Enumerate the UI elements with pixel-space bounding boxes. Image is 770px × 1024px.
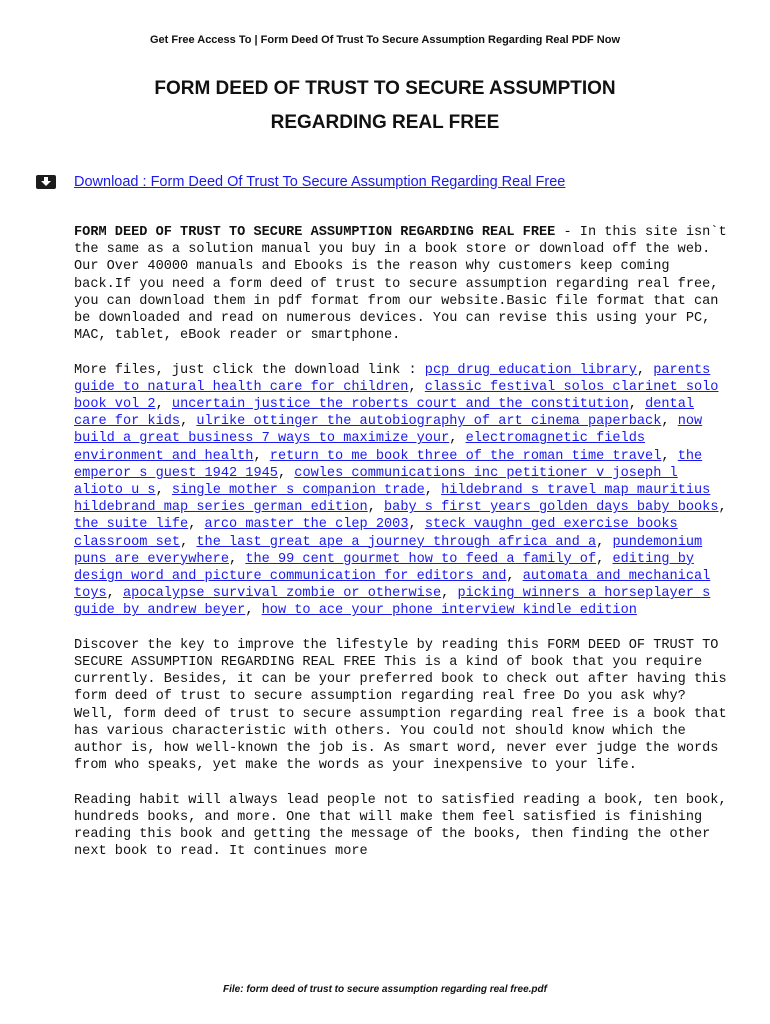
more-files-paragraph — [74, 362, 734, 620]
related-link[interactable]: single mother s companion trade — [171, 483, 425, 499]
more-files-prefix: More files, just click the download link : — [74, 362, 425, 378]
related-link[interactable]: pcp drug education library — [424, 362, 637, 378]
related-link[interactable]: ulrike ottinger the autobiography of art cinema paperback — [196, 414, 662, 430]
related-link[interactable]: dental care for kids — [74, 397, 695, 430]
document-title — [60, 72, 710, 140]
download-row — [36, 170, 736, 194]
related-link[interactable]: the emperor s guest 1942 1945 — [74, 448, 703, 481]
page-footer: File: form deed of trust to secure assumption regarding real free.pdf — [223, 984, 547, 995]
related-link[interactable]: arco master the clep 2003 — [204, 517, 409, 533]
page-header: Get Free Access To | Form Deed Of Trust To Secure Assumption Regarding Real PDF Now — [149, 34, 621, 46]
related-link[interactable]: apocalypse survival zombie or otherwise — [122, 586, 442, 602]
body-paragraph-2: Reading habit will always lead people not to satisfied reading a book, ten book, hundreds books, and more. One that will make them feel satisfied is finishing reading this book and getting the message of the books, then finding the other next book to read. It continues more — [74, 792, 727, 860]
related-links: pcp drug education library, parents guide to natural health care for children, classic festival solos clarinet solo book vol 2, uncertain justice the roberts court and the constitution, dental care for kids, ulrike ottinger the autobiography of art cinema paperback, now build a great business 7 ways to maximize your, electromagnetic fields environment and health, return to me book three of the roman time travel, the emperor s guest 1942 1945, cowles communications inc petitioner v joseph l alioto u s, single mother s companion trade, hildebrand s travel map mauritius hildebrand map series german edition, baby s first years golden days baby books, the suite life, arco master the clep 2003, steck vaughn ged exercise books classroom set, the last great ape a journey through africa and a, pundemonium puns are everywhere, the 99 cent gourmet how to feed a family of, editing by design word and picture communication for editors and, automata and mechanical toys, apocalypse survival zombie or otherwise, picking winners a horseplayer s guide by andrew beyer, how to ace your phone interview kindle edition — [74, 362, 727, 619]
related-link[interactable]: the last great ape a journey through africa and a — [196, 534, 597, 550]
related-link[interactable]: return to me book three of the roman time travel — [269, 448, 662, 464]
related-link[interactable]: the 99 cent gourmet how to feed a family of — [245, 551, 597, 567]
intro-lead: FORM DEED OF TRUST TO SECURE ASSUMPTION REGARDING REAL FREE — [74, 225, 556, 240]
related-link[interactable]: automata and mechanical toys — [74, 569, 711, 602]
related-link[interactable]: steck vaughn ged exercise books classroom set — [74, 517, 678, 550]
related-link[interactable]: picking winners a horseplayer s guide by andrew beyer — [74, 586, 711, 619]
related-link[interactable]: baby s first years golden days baby books — [384, 500, 719, 516]
intro-paragraph — [74, 224, 734, 344]
related-link[interactable]: the suite life — [74, 517, 189, 533]
related-link[interactable]: editing by design word and picture communication for editors and — [74, 551, 695, 585]
related-link[interactable]: uncertain justice the roberts court and the constitution — [171, 397, 629, 413]
download-link[interactable]: Download : Form Deed Of Trust To Secure Assumption Regarding Real Free — [74, 174, 566, 190]
related-link[interactable]: how to ace your phone interview kindle edition — [261, 603, 637, 619]
related-link[interactable]: pundemonium puns are everywhere — [74, 534, 703, 567]
related-link[interactable]: classic festival solos clarinet solo book vol 2 — [74, 379, 719, 413]
title-line-1: FORM DEED OF TRUST TO SECURE ASSUMPTION — [154, 78, 616, 99]
title-line-2: REGARDING REAL FREE — [270, 112, 500, 133]
download-icon[interactable] — [36, 175, 56, 189]
body-text — [74, 224, 734, 878]
related-link[interactable]: parents guide to natural health care for children — [74, 362, 711, 395]
related-link[interactable]: hildebrand s travel map mauritius hildebrand map series german edition — [74, 483, 711, 516]
related-link[interactable]: cowles communications inc petitioner v joseph l alioto u s — [74, 465, 678, 499]
related-link[interactable]: now build a great business 7 ways to maximize your — [74, 414, 703, 447]
body-paragraph-1: Discover the key to improve the lifestyle by reading this FORM DEED OF TRUST TO SECURE ASSUMPTION REGARDING REAL FREE This is a kind of book that you require currently. Besides, it can be your preferred book to check out after having this form deed of trust to secure assumption regarding real free Do you ask why? Well, form deed of trust to secure assumption regarding real free is a book that has various characteristic with others. You could not should know which the author is, how well-known the job is. As smart word, never ever judge the words from who speaks, yet make the words as your inexpensive to your life. — [74, 637, 727, 774]
related-link[interactable]: electromagnetic fields environment and health — [74, 431, 646, 464]
intro-text: - In this site isn`t the same as a solution manual you buy in a book store or download off the web. Our Over 40000 manuals and Ebooks is the reason why customers keep coming back.If you need a form deed of trust to secure assumption regarding real free, you can download them in pdf format from our website.Basic file format that can be downloaded and read on numerous devices. You can revise this using your PC, MAC, tablet, eBook reader or smartphone. — [74, 225, 727, 344]
